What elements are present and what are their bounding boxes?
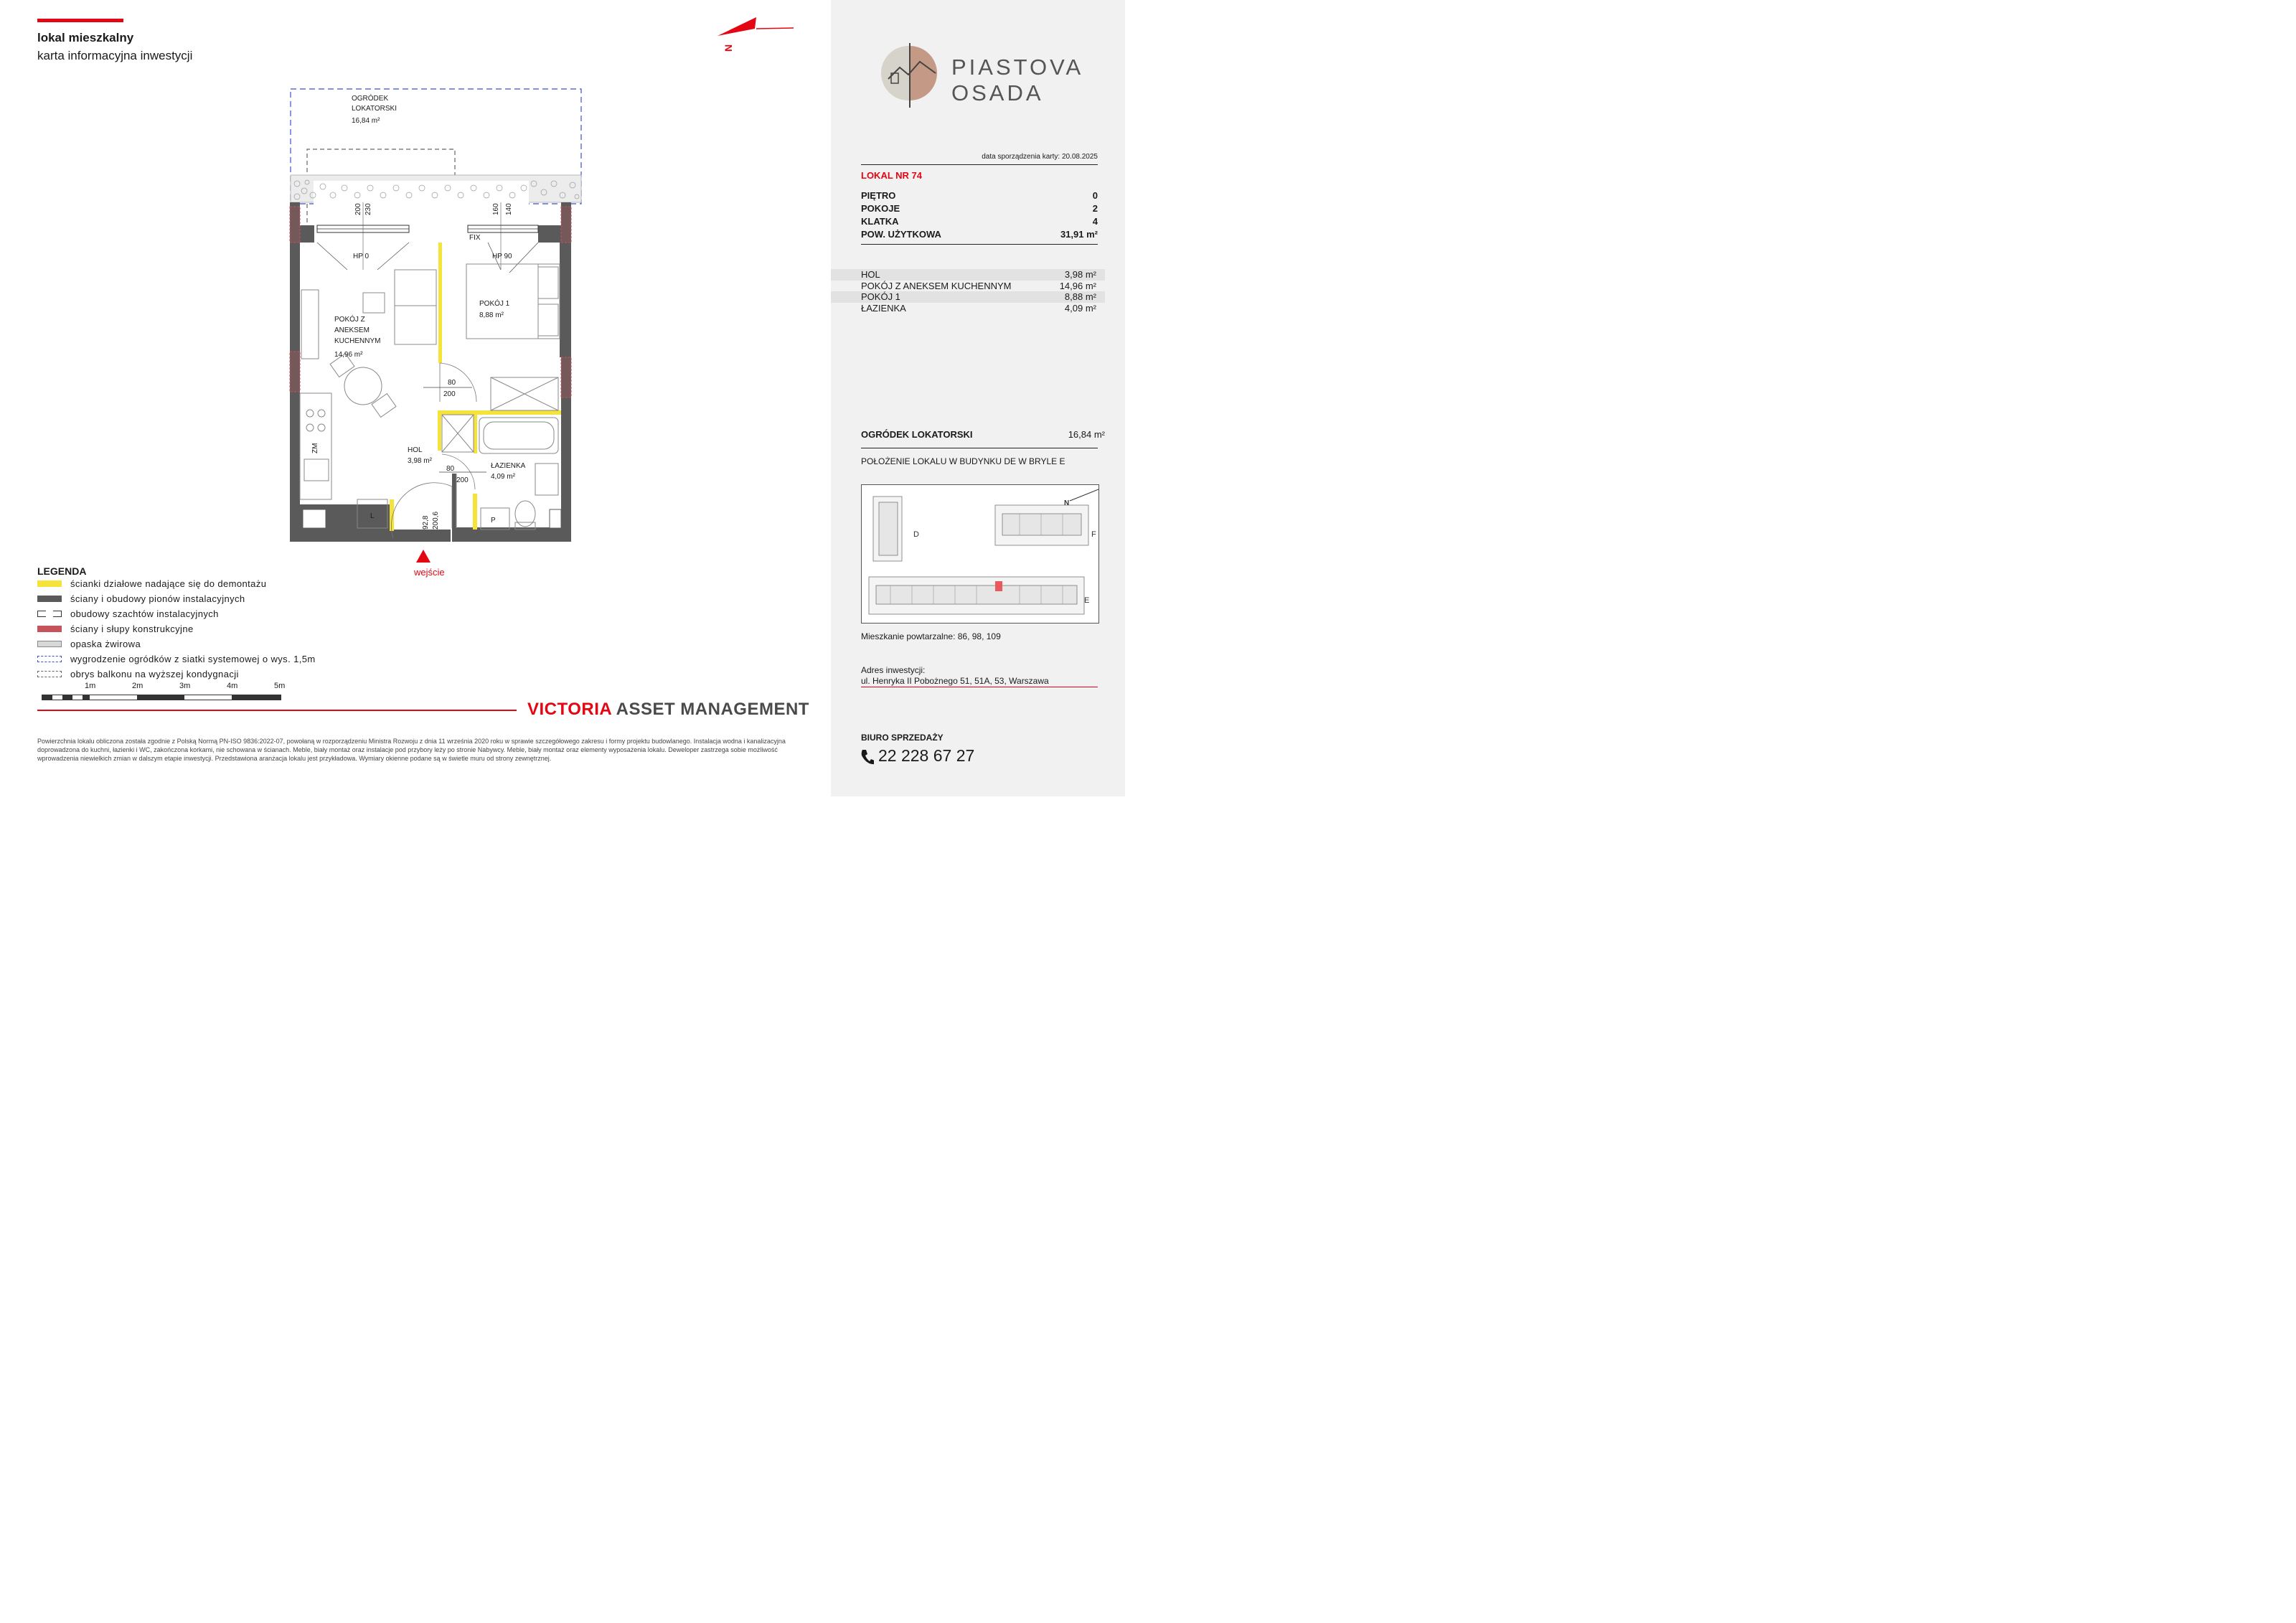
legend-item-removable: ścianki działowe nadające się do demontażu [37,577,266,590]
hp90-label: HP 90 [492,253,512,260]
unit-location: POŁOŻENIE LOKALU W BUDYNKU DE W BRYLE E [861,456,1065,466]
garden-row: OGRÓDEK LOKATORSKI 16,84 m² [861,429,1105,440]
living-label-1: POKÓJ Z [334,316,365,324]
legend-title: LEGENDA [37,565,87,577]
unit-highlight [995,581,1002,591]
attr-usable-area: POW. UŻYTKOWA 31,91 m² [861,229,1098,240]
window-dim: 200 [354,203,362,215]
bath-label: ŁAZIENKA [491,462,526,470]
site-plan [861,484,1099,624]
footer-red-line [37,710,517,711]
room-row: HOL 3,98 m² [831,269,1105,281]
entrance-arrow-icon [416,550,430,563]
living-label-3: KUCHENNYM [334,337,381,345]
document-title: lokal mieszkalny [37,31,134,44]
legend-item-gravel: opaska żwirowa [37,637,141,650]
scale-label: 2m [132,682,144,690]
structural-columns [290,207,571,397]
brand-name-line1: PIASTOVA [951,55,1084,80]
scale-label: 5m [274,682,286,690]
legend-item-shafts: obudowy szachtów instalacyjnych [37,607,219,620]
room-row: POKÓJ Z ANEKSEM KUCHENNYM 14,96 m² [861,281,1096,291]
door2-height: 200 [456,476,469,484]
entry-width: 92,8 [422,515,430,530]
legend-item-fence: wygrodzenie ogródków z siatki systemowej o wys. 1,5m [37,652,316,665]
legal-disclaimer: Powierzchnia lokalu obliczona została zgodnie z Polską Normą PN-ISO 9836:2022-07, powołaną w rozporządzeniu Ministra Rozwoju z dnia 11 września 2020 roku w sprawie szczegółowego zakresu i formy projektu budowlanego. Instalacja wodna i kanalizacyjna doprowadzona do kuchni, łazienki i WC, zakończona korkami, nie schowana w ścianach. Meble, biały montaż oraz instalacje pod przybory leży po stronie Nabywcy. Meble, biały montaż oraz elementy wyposażenia lokalu. Deweloper zastrzega sobie możliwość wprowadzenia niewielkich zmian w dalszym etapie inwestycji. Przedstawiona aranżacja lokalu jest przykładowa. Wymiary okienne podane są w świetle muru od strony zewnętrznej. [37,738,786,762]
phone-icon [860,748,874,766]
attr-rooms: POKOJE 2 [861,203,1098,214]
scale-label: 1m [85,682,96,690]
entry-height: 200,6 [432,511,440,530]
room-row: POKÓJ 1 8,88 m² [831,291,1105,303]
repeated-units: Mieszkanie powtarzalne: 86, 98, 109 [861,631,1001,641]
divider [861,244,1098,245]
living-area: 14,96 m² [334,351,363,359]
hp0-label: HP 0 [353,253,370,260]
building-label-f: F [1091,530,1096,539]
address-value: ul. Henryka II Pobożnego 51, 51A, 53, Warszawa [861,676,1049,686]
legend-swatch [37,580,62,587]
door1-height: 200 [443,390,456,398]
garden-area-label: 16,84 m² [352,117,380,125]
site-plan-drawing [862,485,1098,623]
scale-bar [42,695,281,700]
zm-label: ZM [311,443,319,453]
unit-number: LOKAL NR 74 [861,170,922,181]
attr-staircase: KLATKA 4 [861,216,1098,227]
card-date: data sporządzenia karty: 20.08.2025 [982,153,1098,161]
site-north-arrow-icon [1070,489,1098,501]
scale-label: 3m [179,682,191,690]
window-dim: 230 [364,203,372,215]
building-label-d: D [913,530,919,539]
garden-label-line1: OGRÓDEK [352,95,389,103]
window-dim: 160 [492,203,500,215]
scale-label: 4m [227,682,238,690]
legend-swatch [37,671,62,677]
legend-swatch [37,656,62,662]
bath-area: 4,09 m² [491,473,515,481]
living-label-2: ANEKSEM [334,326,370,334]
sales-phone[interactable]: 22 228 67 27 [878,746,975,765]
interior-walls [452,243,561,541]
garden-label-line2: LOKATORSKI [352,105,397,113]
legend-item-balcony: obrys balkonu na wyższej kondygnacji [37,667,239,680]
window-dim: 140 [505,203,513,215]
hall-area: 3,98 m² [408,457,432,465]
legend-swatch [37,596,62,602]
attr-floor: PIĘTRO 0 [861,190,1098,201]
installation-walls [290,202,571,542]
window-right [468,225,538,232]
fix-label: FIX [469,234,481,242]
sales-office-label: BIURO SPRZEDAŻY [861,733,944,743]
company-logo: VICTORIA ASSET MANAGEMENT [527,700,809,719]
legend-swatch [37,611,46,617]
document-subtitle: karta informacyjna inwestycji [37,49,193,62]
hall-label: HOL [408,446,423,454]
divider [861,164,1098,165]
brand-logo-icon [878,42,943,108]
legend-swatch [37,626,62,632]
room-row: ŁAZIENKA 4,09 m² [861,303,1096,314]
entrance-label: wejście [414,567,445,578]
door1-width: 80 [448,379,456,387]
header-accent-bar [37,19,123,22]
p-label: P [491,517,496,524]
room1-area: 8,88 m² [479,311,504,319]
north-label: N [723,44,734,52]
north-arrow-icon [718,17,794,52]
room1-label: POKÓJ 1 [479,300,510,308]
gravel-strip [291,175,581,224]
l-label: L [370,512,375,520]
door2-width: 80 [446,465,455,473]
legend-item-installation: ściany i obudowy pionów instalacyjnych [37,592,245,605]
address-label: Adres inwestycji: [861,665,926,675]
legend-item-structural: ściany i słupy konstrukcyjne [37,622,194,635]
building-label-e: E [1084,596,1090,605]
furniture [300,264,560,530]
brand-name-line2: OSADA [951,80,1044,105]
legend-swatch [37,641,62,647]
site-north-label: N [1064,499,1070,507]
floor-plan [273,14,818,581]
